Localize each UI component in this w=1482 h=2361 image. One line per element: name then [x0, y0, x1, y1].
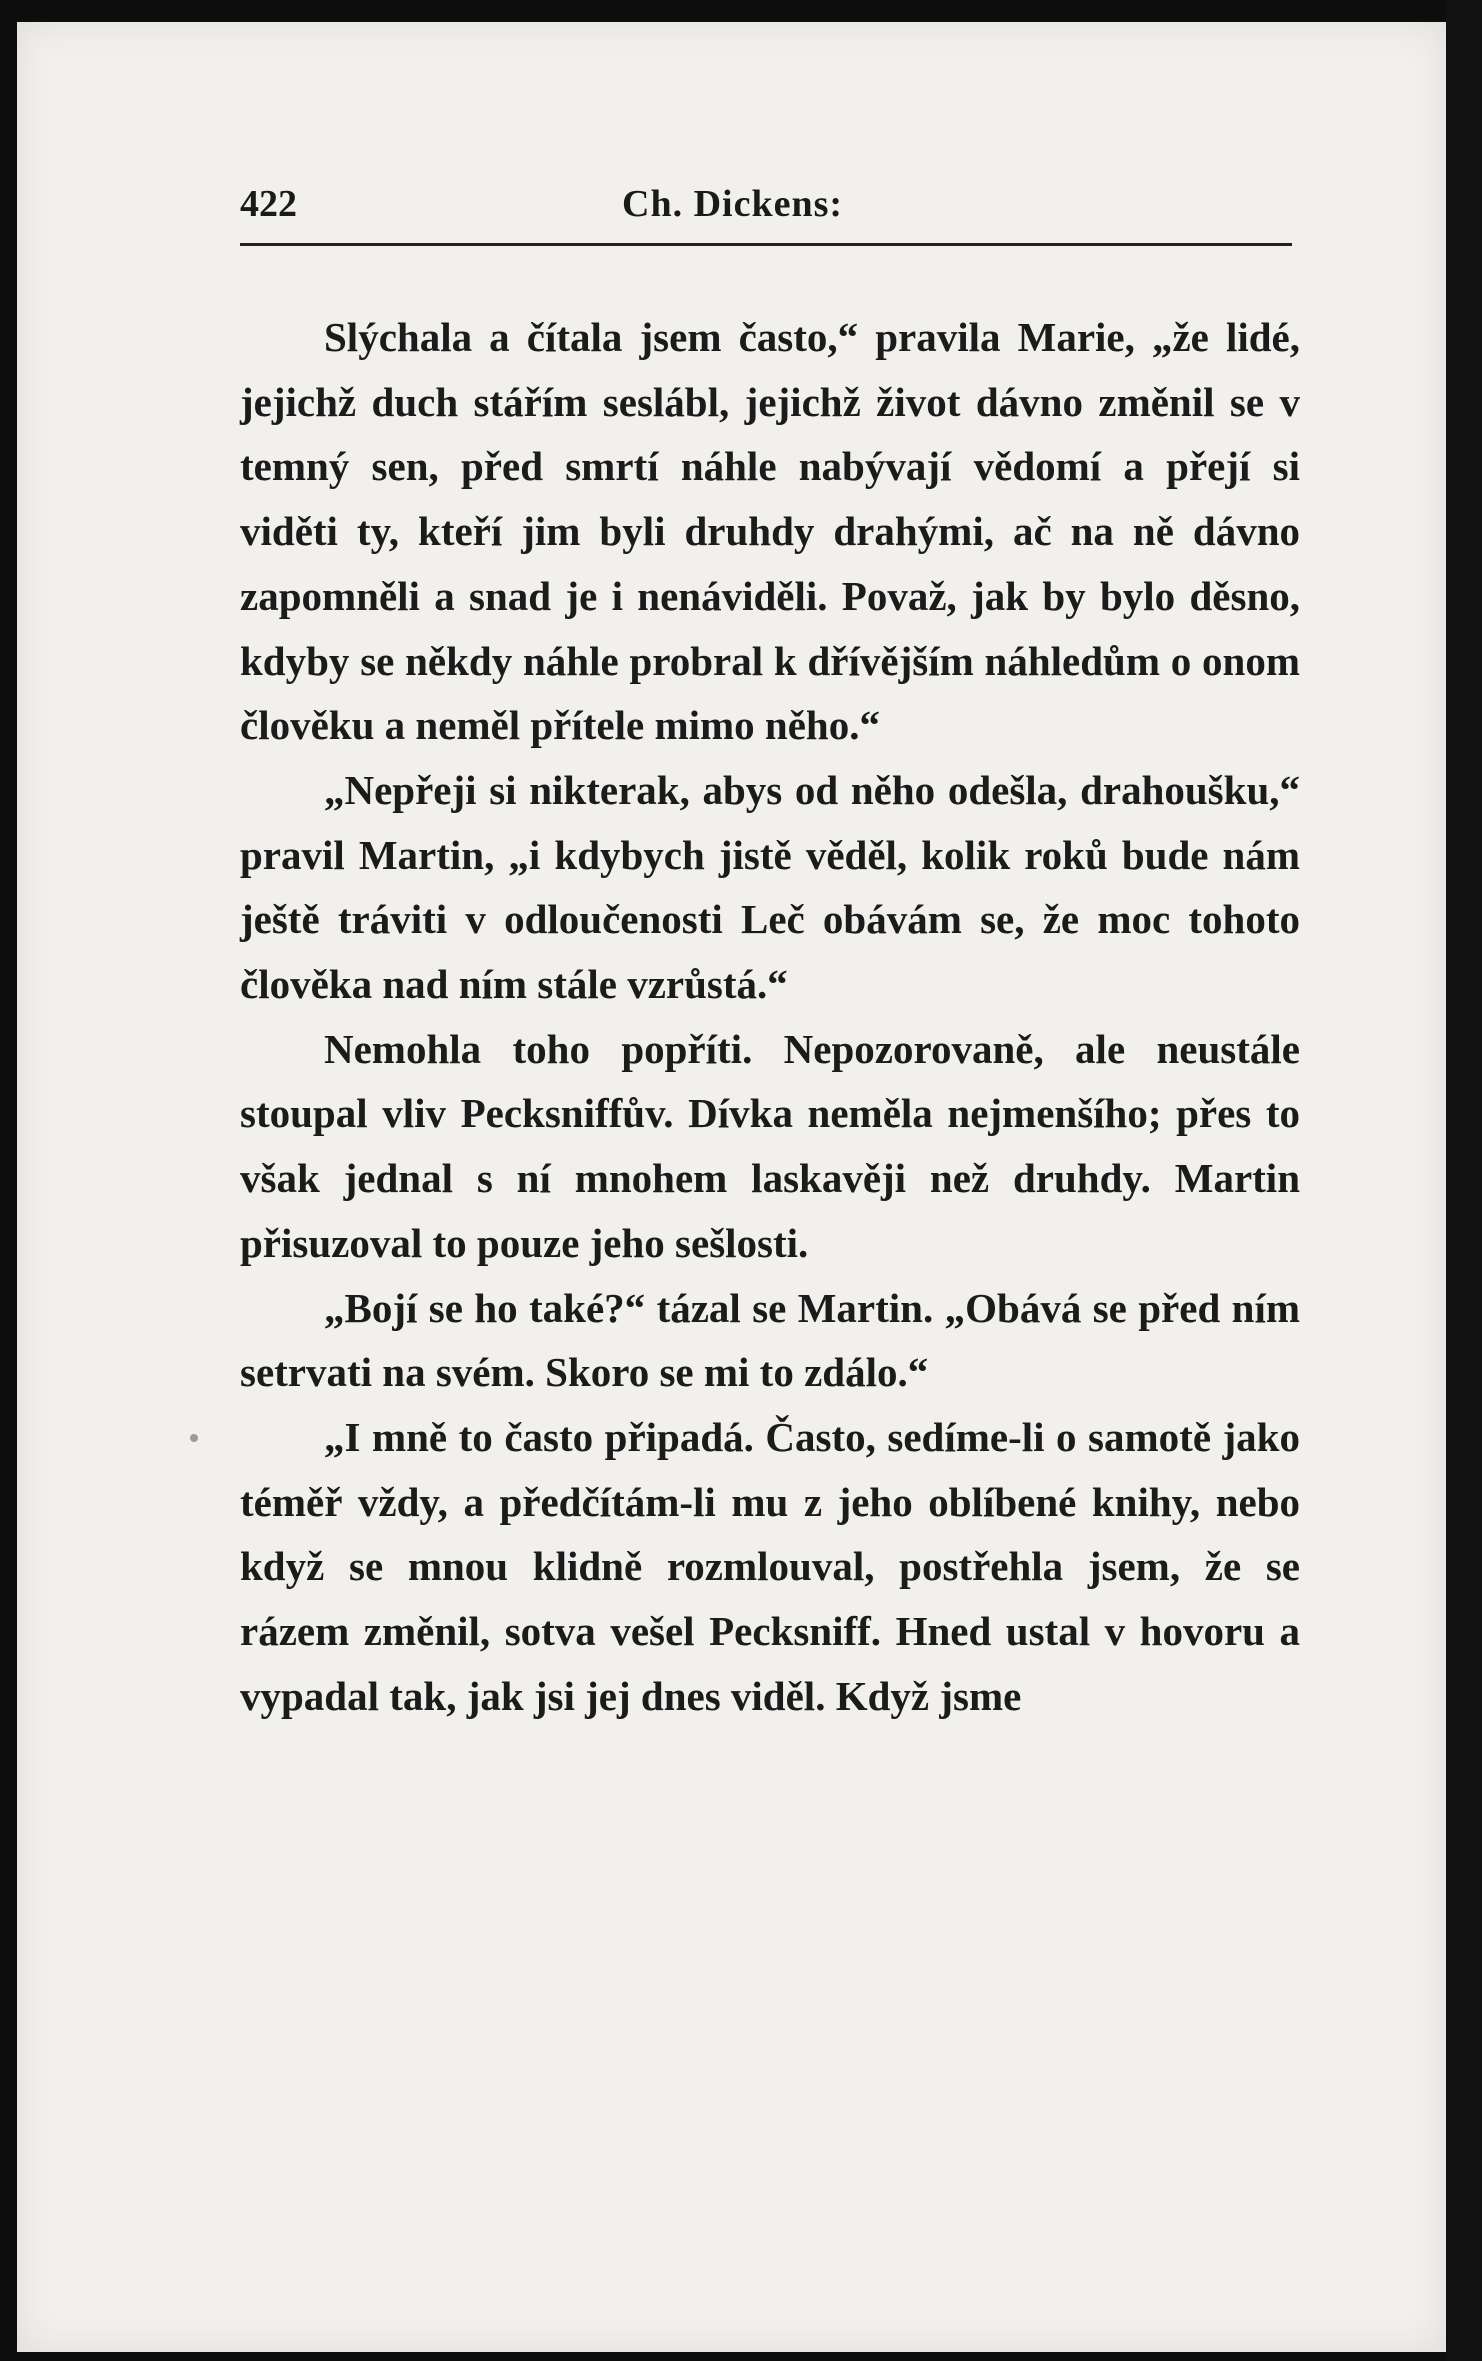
paragraph: „Nepřeji si nikterak, abys od něho odešla, drahoušku,“ pravil Martin, „i kdybych jistě věděl, kolik roků bude nám ještě tráviti v odloučenosti Leč obávám se, že moc tohoto člověka nad ním stále vzrůstá.“	[240, 766, 1300, 1008]
running-head: Ch. Dickens:	[622, 183, 844, 225]
paragraph: „Bojí se ho také?“ tázal se Martin. „Obává se před ním setrvati na svém. Skoro se mi to zdálo.“	[240, 1284, 1300, 1396]
page-header	[220, 182, 1295, 232]
scan-speck	[190, 1434, 198, 1442]
scan-edge	[1446, 0, 1482, 2361]
paragraph: Nemohla toho popříti. Nepozorovaně, ale neustále stoupal vliv Pecksniffův. Dívka neměla nejmenšího; přes to však jednal s ní mnohem laskavěji než druhdy. Martin přisuzoval to pouze jeho sešlosti.	[240, 1025, 1300, 1266]
header-rule	[240, 243, 1292, 246]
page-number: 422	[240, 183, 297, 225]
body-text	[240, 305, 1300, 1728]
paragraph: Slýchala a čítala jsem často,“ pravila Marie, „že lidé, jejichž duch stářím seslábl, jejichž život dávno změnil se v temný sen, před smrtí náhle nabývají vědomí a přejí si viděti ty, kteří jim byli druhdy drahými, ač na ně dávno zapomněli a snad je i nenáviděli. Považ, jak by bylo děsno, kdyby se někdy náhle probral k dřívějším náhledům o onom člověku a neměl přítele mimo něho.“	[240, 314, 1300, 749]
paragraph: „I mně to často připadá. Často, sedíme-li o samotě jako téměř vždy, a předčítám-li mu z jeho oblíbené knihy, nebo když se mnou klidně rozmlouval, postřehla jsem, že se rázem změnil, sotva vešel Pecksniff. Hned ustal v hovoru a vypadal tak, jak jsi jej dnes viděl. Když jsme	[240, 1413, 1300, 1719]
